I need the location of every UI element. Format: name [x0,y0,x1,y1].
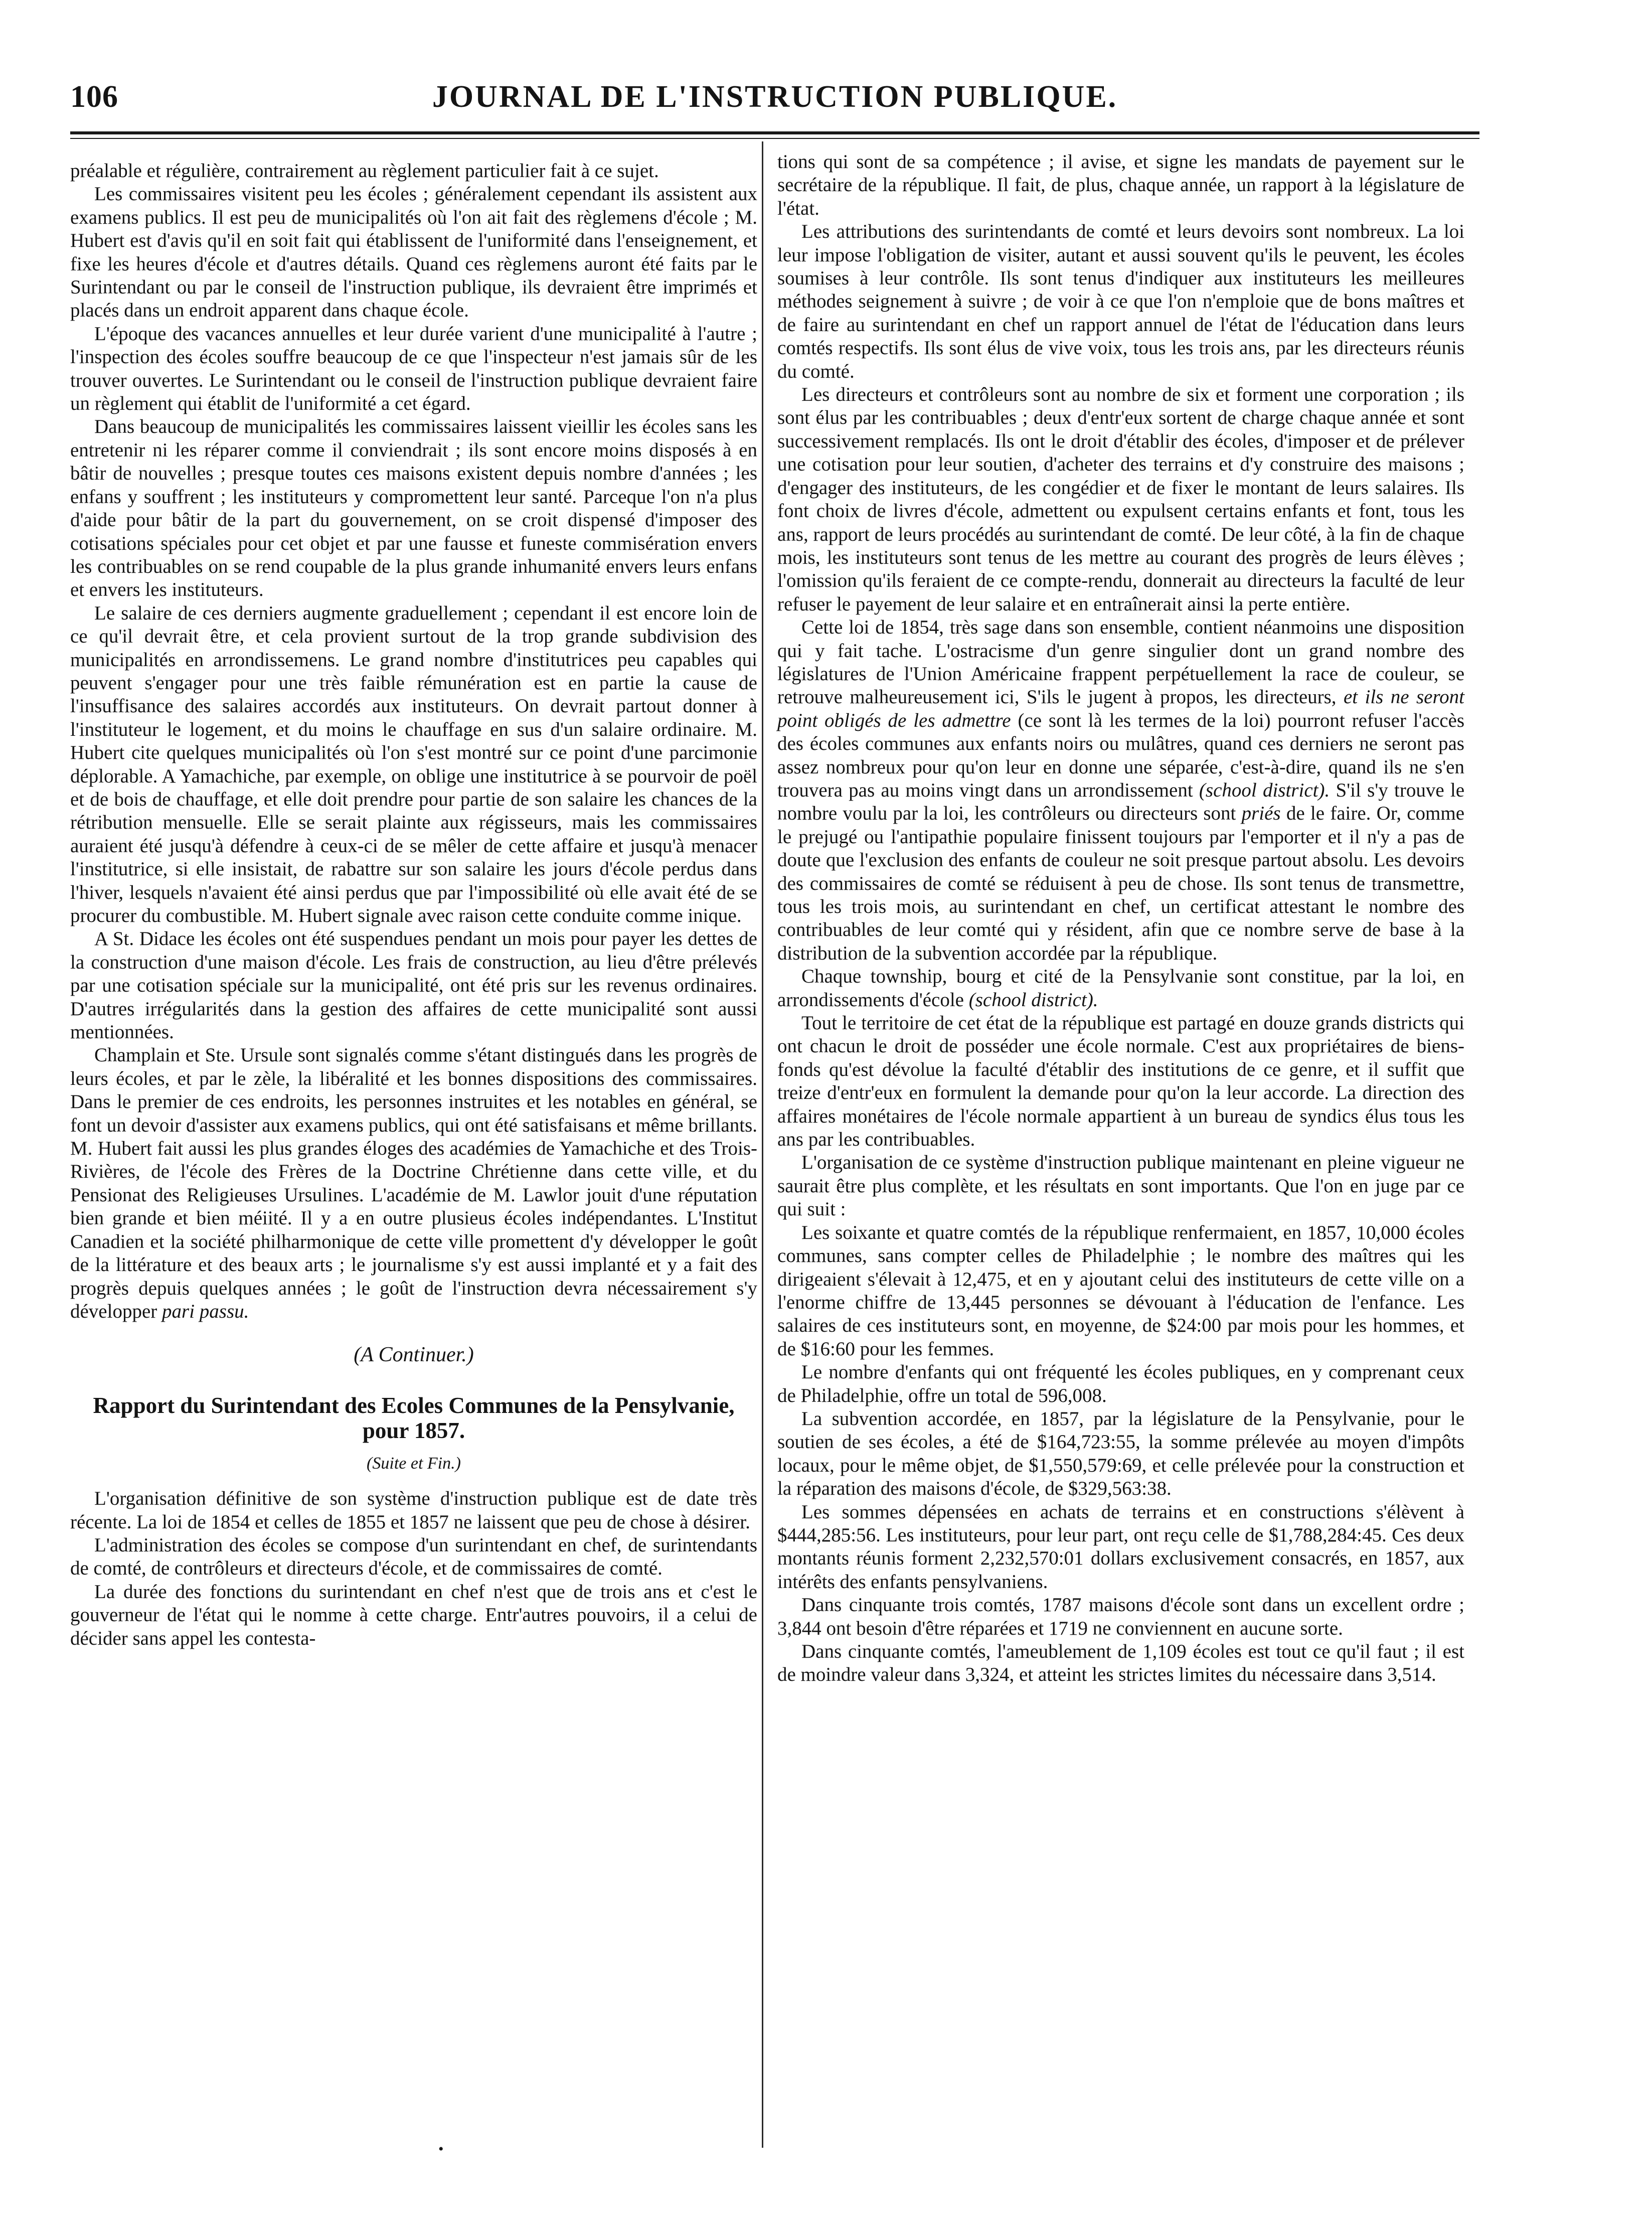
paragraph: tions qui sont de sa compétence ; il avise, et signe les mandats de payement sur le secrétaire de la république. Il fait, de plus, chaque année, un rapport à la législature de l'état. [777,151,1464,219]
page-header [70,75,1479,125]
paragraph-text: (ce sont là les termes de la loi) pourront refuser l'accès des écoles communes aux enfants noirs ou mulâtres, quand ces derniers ne seront pas assez nombreux pour qu'on leur en donne une séparée, c'est-à-dire, quand ils ne s'en trouvera pas au moins vingt dans un arrondissement [777,709,1464,801]
paragraph-text: Champlain et Ste. Ursule sont signalés comme s'étant distingués dans les progrès de leurs écoles, et par le zèle, la libéralité et les bonnes dispositions des commissaires. Dans le premier de ces endroits, les personnes instruites et les notables en général, se font un devoir d'assister aux examens publics, qui ont été satisfaisans et même brillants. M. Hubert fait aussi les plus grandes éloges des académies de Yamachiche et des Trois-Rivières, de l'école des Frères de la Doctrine Chrétienne dans cette ville, et du Pensionat des Religieuses Ursulines. L'académie de M. Lawlor jouit d'une réputation bien grande et bien méiité. Il y a en outre plusieus écoles indépendantes. L'Institut Canadien et la société philharmonique de cette ville promettent d'y développer le goût de la littérature et des beaux arts ; le journalisme s'y est aussi implanté et y a fait des progrès depuis quelques années ; le goût de l'instruction devra nécessairement s'y développer [70,1044,757,1322]
right-column [777,150,1464,1687]
column-divider [762,141,763,2148]
journal-title: JOURNAL DE L'INSTRUCTION PUBLIQUE. [432,80,1118,114]
paragraph: préalable et régulière, contrairement au règlement particulier fait à ce sujet. [70,160,659,182]
paragraph: Les directeurs et contrôleurs sont au nombre de six et forment une corporation ; ils sont élus par les contribuables ; deux d'entr'eux sortent de charge chaque année et sont successivement remplacés. Ils ont le droit d'établir des écoles, d'imposer et de prélever une cotisation pour leur soutien, d'acheter des terrains et d'y construire des maisons ; d'engager des instituteurs, de les congédier et de fixer le montant de leurs salaires. Ils font choix de livres d'école, admettent ou expulsent certains enfants et font, tous les ans, rapport de leurs procédés au surintendant de comté. De leur côté, à la fin de chaque mois, les instituteurs sont tenus de les mettre au courant des progrès de leurs élèves ; l'omission qu'ils feraient de ce compte-rendu, donnerait au directeurs la faculté de leur refuser le payement de leur salaire et en entraînerait ainsi la perte entière. [777,384,1464,615]
emphasis: (school district). [968,989,1098,1011]
paragraph-text: Cette loi de 1854, très sage dans son ensemble, contient néanmoins une disposition qui y fait tache. L'ostracisme d'un genre singulier dont un grand nombre des législatures de l'Union Américaine frappent perpétuellement la race de couleur, se retrouve malheureusement ici, S'ils le jugent à propos, les directeurs, [777,616,1464,708]
emphasis: et ils ne seront point obligés de les admettre [777,686,1465,731]
to-be-continued: (A Continuer.) [354,1343,474,1367]
paragraph [777,616,1464,965]
section-title: Rapport du Surintendant des Ecoles Communes de la Pensylvanie, pour 1857. [93,1392,735,1443]
emphasis: pari passu. [162,1300,249,1322]
paragraph-text: Chaque township, bourg et cité de la Pensylvanie sont constitue, par la loi, en arrondissements d'école [777,966,1464,1011]
header-rule-thick [70,131,1479,134]
paragraph: L'époque des vacances annuelles et leur durée varient d'une municipalité à l'autre ; l'inspection des écoles souffre beaucoup de ce que l'inspecteur n'est jamais sûr de les trouver ouvertes. Le Surintendant ou le conseil de l'instruction publique devraient faire un règlement qui établit de l'uniformité a cet égard. [70,323,757,415]
header-rule-thin [70,138,1479,139]
paragraph: Les sommes dépensées en achats de terrains et en constructions s'élèvent à $444,285:56. Les instituteurs, pour leur part, ont reçu celle de $1,788,284:45. Ces deux montants réunis forment 2,232,570:01 dollars exclusivement consacrés, en 1857, aux intérêts des enfants pensylvaniens. [777,1501,1464,1593]
paragraph: Le nombre d'enfants qui ont fréquenté les écoles publiques, en y comprenant ceux de Philadelphie, offre un total de 596,008. [777,1361,1464,1406]
paragraph: A St. Didace les écoles ont été suspendues pendant un mois pour payer les dettes de la construction d'une maison d'école. Les frais de construction, au lieu d'être prélevés par une cotisation spéciale sur la municipalité, ont été pris sur les revenus ordinaires. D'autres irrégularités dans la gestion des affaires de cette municipalité sont aussi mentionnées. [70,928,757,1043]
paragraph: La durée des fonctions du surintendant en chef n'est que de trois ans et c'est le gouverneur de l'état qui le nomme à cette charge. Entr'autres pouvoirs, il a celui de décider sans appel les contesta- [70,1580,757,1649]
paragraph: L'organisation de ce système d'instruction publique maintenant en pleine vigueur ne saurait être plus complète, et les résultats en sont importants. Que l'on en juge par ce qui suit : [777,1152,1464,1220]
paragraph: Dans cinquante comtés, l'ameublement de 1,109 écoles est tout ce qu'il faut ; il est de moindre valeur dans 3,324, et atteint les strictes limites du nécessaire dans 3,514. [777,1641,1464,1686]
paragraph: La subvention accordée, en 1857, par la législature de la Pensylvanie, pour le soutien de ses écoles, a été de $164,723:55, la somme prélevée au moyen d'impôts locaux, pour le même objet, de $1,550,579:69, et celle prélevée pour la construction et la réparation des maisons d'école, de $329,563:38. [777,1407,1464,1500]
footer-mark: • [438,2141,444,2157]
paragraph [70,1044,757,1323]
section-subtitle: (Suite et Fin.) [367,1454,461,1473]
paragraph: Dans beaucoup de municipalités les commissaires laissent vieillir les écoles sans les entretenir ni les réparer comme il conviendrait ; ils sont encore moins disposés à en bâtir de nouvelles ; presque toutes ces maisons existent depuis nombre d'années ; les enfans y souffrent ; les instituteurs y compromettent leur santé. Parceque l'on n'a plus d'aide pour bâtir de la part du gouvernement, on se croit dispensé d'imposer des cotisations spéciales pour cet objet et par une fausse et funeste commisération envers les contribuables on se rend coupable de la plus grande inhumanité envers leurs enfans et envers les instituteurs. [70,416,757,601]
paragraph: Dans cinquante trois comtés, 1787 maisons d'école sont dans un excellent ordre ; 3,844 ont besoin d'être réparées et 1719 ne conviennent en aucune sorte. [777,1594,1464,1639]
page-number: 106 [70,80,118,114]
paragraph: Les soixante et quatre comtés de la république renfermaient, en 1857, 10,000 écoles communes, sans compter celles de Philadelphie ; le nombre des maîtres qui les dirigeaient s'élevait à 12,475, et en y ajoutant celui des instituteurs de cette ville on a l'enorme chiffre de 13,445 personnes se dévouant à l'éducation de l'enfance. Les salaires de ces instituteurs sont, en moyenne, de $24:00 par mois pour les hommes, et de $16:60 pour les femmes. [777,1221,1464,1360]
paragraph-text: S'il s'y trouve le nombre voulu par la loi, les contrôleurs ou directeurs sont [777,779,1465,825]
emphasis: priés [1241,803,1281,825]
paragraph-text: de le faire. Or, comme le prejugé ou l'antipathie populaire finissent toujours par l'emporter et il n'y a pas de doute que l'exclusion des enfants de couleur ne soit presque partout absolu. Les devoirs des commissaires de comté se réduisent à peu de chose. Ils sont tenus de transmettre, tous les trois mois, au surintendant en chef, un certificat attestant le nombre des contribuables de leur comté qui y résident, afin que ce nombre serve de base à la distribution de la subvention accordée par la république. [777,803,1465,964]
paragraph: L'administration des écoles se compose d'un surintendant en chef, de surintendants de comté, de contrôleurs et directeurs d'école, et de commissaires de comté. [70,1534,757,1579]
paragraph: L'organisation définitive de son système d'instruction publique est de date très récente. La loi de 1854 et celles de 1855 et 1857 ne laissent que peu de chose à désirer. [70,1488,757,1533]
paragraph: Les attributions des surintendants de comté et leurs devoirs sont nombreux. La loi leur impose l'obligation de visiter, autant et aussi souvent qu'ils le peuvent, les écoles soumises à leur contrôle. Ils sont tenus d'indiquer aux instituteurs les meilleures méthodes seignement à suivre ; de voir à ce que l'on n'emploie que de bons maîtres et de faire au surintendant en chef un rapport annuel de l'état de l'éducation dans leurs comtés respectifs. Ils sont élus de vive voix, tous les trois ans, par les directeurs réunis du comté. [777,221,1464,382]
paragraph: Les commissaires visitent peu les écoles ; généralement cependant ils assistent aux examens publics. Il est peu de municipalités où l'on ait fait des règlemens d'école ; M. Hubert est d'avis qu'il en soit fait qui établissent de l'uniformité dans l'enseignement, et fixe les heures d'école et d'autres détails. Quand ces règlemens auront été faits par le Surintendant ou par le conseil de l'instruction publique, ils devraient être imprimés et placés dans un endroit apparent dans chaque école. [70,183,757,322]
paragraph: Le salaire de ces derniers augmente graduellement ; cependant il est encore loin de ce qu'il devrait être, et cela provient surtout de la trop grande subdivision des municipalités en arrondissemens. Le grand nombre d'institutrices peu capables qui peuvent s'engager pour une très faible rémunération est en partie la cause de l'insuffisance des salaires accordés aux instituteurs. On devrait partout donner à l'instituteur le logement, et du moins le chauffage en sus d'un salaire ordinaire. M. Hubert cite quelques municipalités où l'on s'est montré sur ce point d'une parcimonie déplorable. A Yamachiche, par exemple, on oblige une institutrice à se pourvoir de poël et de bois de chauffage, et elle doit prendre pour partie de son salaire les chances de la rétribution mensuelle. Elle se serait plainte aux régisseurs, mais les commissaires auraient été jusqu'à défendre à ceux-ci de se mêler de cette affaire et jusqu'à menacer l'institutrice, si elle insistait, de rabattre sur son salaire les jours d'école perdus dans l'hiver, lesquels n'avaient été ainsi perdus que par l'impossibilité où elle avait été de se procurer du combustible. M. Hubert signale avec raison cette conduite comme inique. [70,602,757,926]
left-column [70,160,757,1650]
paragraph [777,965,1464,1012]
paragraph: Tout le territoire de cet état de la république est partagé en douze grands districts qui ont chacun le droit de posséder une école normale. C'est aux propriétaires de biens-fonds qu'est dévolue la faculté d'établir des institutions de ce genre, et il suffit que treize d'entr'eux en formulent la demande pour qu'on la leur accorde. La direction des affaires monétaires de l'école normale appartient à un bureau de syndics élus tous les ans par les contribuables. [777,1012,1464,1151]
emphasis: (school district). [1199,779,1330,801]
